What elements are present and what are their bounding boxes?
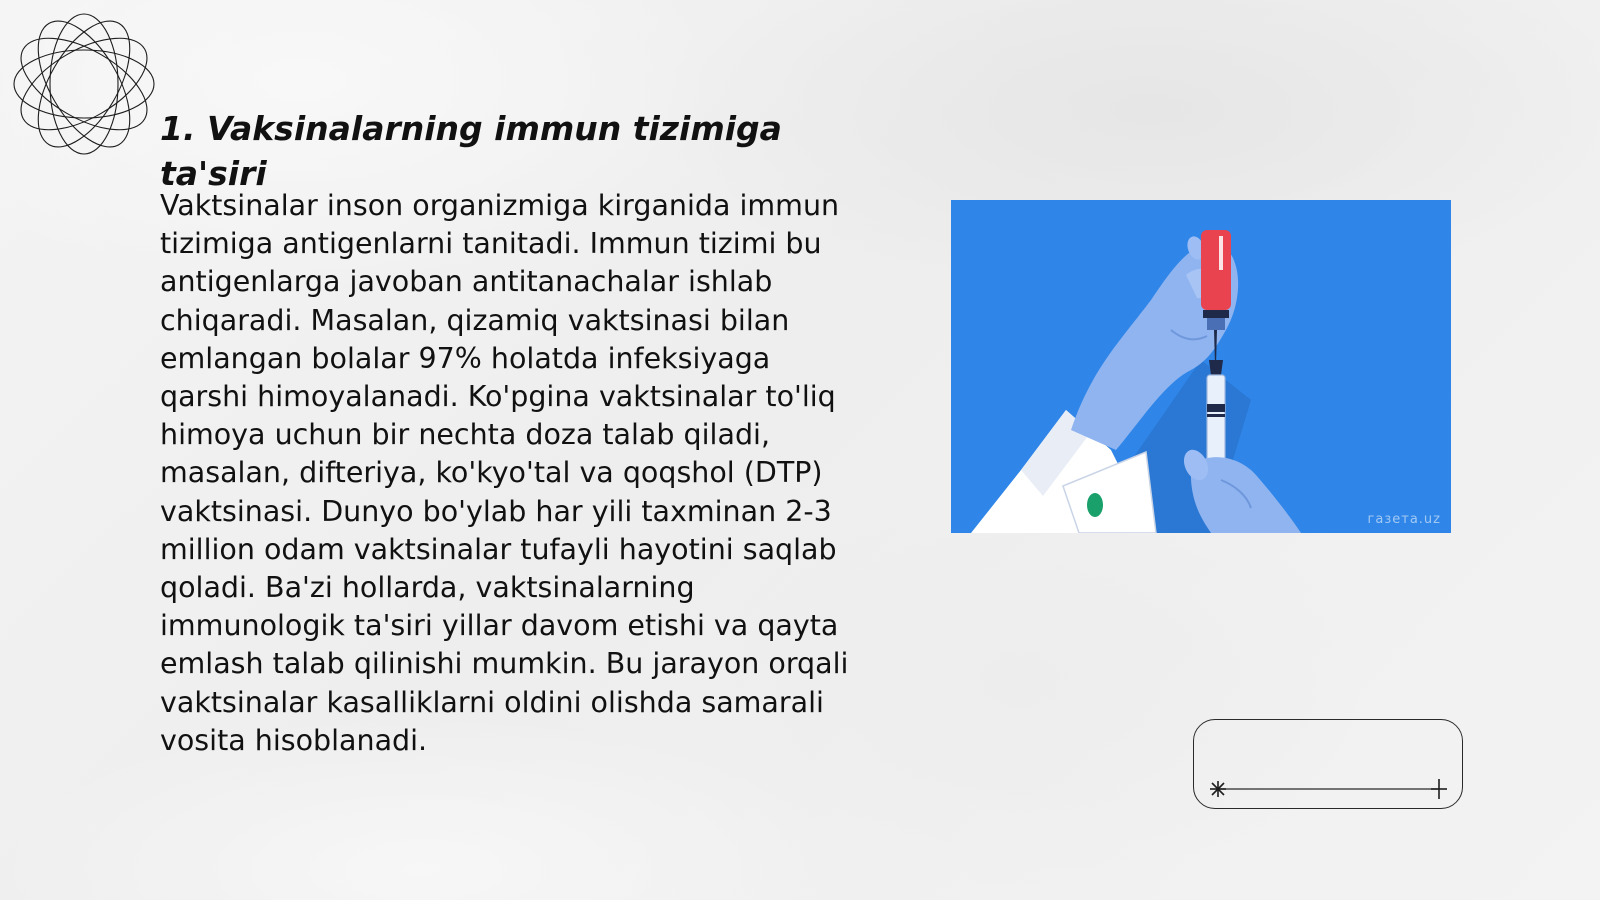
illustration-watermark: газета.uz <box>1367 512 1441 527</box>
decorative-line-box <box>1193 719 1463 809</box>
vaccine-syringe-illustration <box>951 200 1451 533</box>
slide-title: 1. Vaksinalarning immun tizimiga ta'siri <box>160 109 782 193</box>
plus-cross-icon <box>1431 779 1447 799</box>
spirograph-ornament-icon <box>10 10 158 158</box>
slide-body-text: Vaktsinalar inson organizmiga kirganida immun tizimiga antigenlarni tanitadi. Immun tizimi bu antigenlarga javoban antitanachalar ishlab chiqaradi. Masalan, qizamiq vaktsinasi bilan emlangan bolalar 97% holatda infeksiyaga qarshi himoyalanadi. Ko'pgina vaktsinalar to'liq himoya uchun bir nechta doza talab qiladi, masalan, difteriya, ko'kyo'tal va qoqshol (DTP) vaktsinasi. Dunyo bo'ylab har yili taxminan 2-3 million odam vaktsinalar tufayli hayotini saqlab qoladi. Ba'zi hollarda, vaktsinalarning immunologik ta'siri yillar davom etishi va qayta emlash talab qilinishi mumkin. Bu jarayon orqali vaktsinalar kasalliklarni oldini olishda samarali vosita hisoblanadi. <box>160 189 849 757</box>
sparkle-star-icon <box>1210 781 1226 797</box>
